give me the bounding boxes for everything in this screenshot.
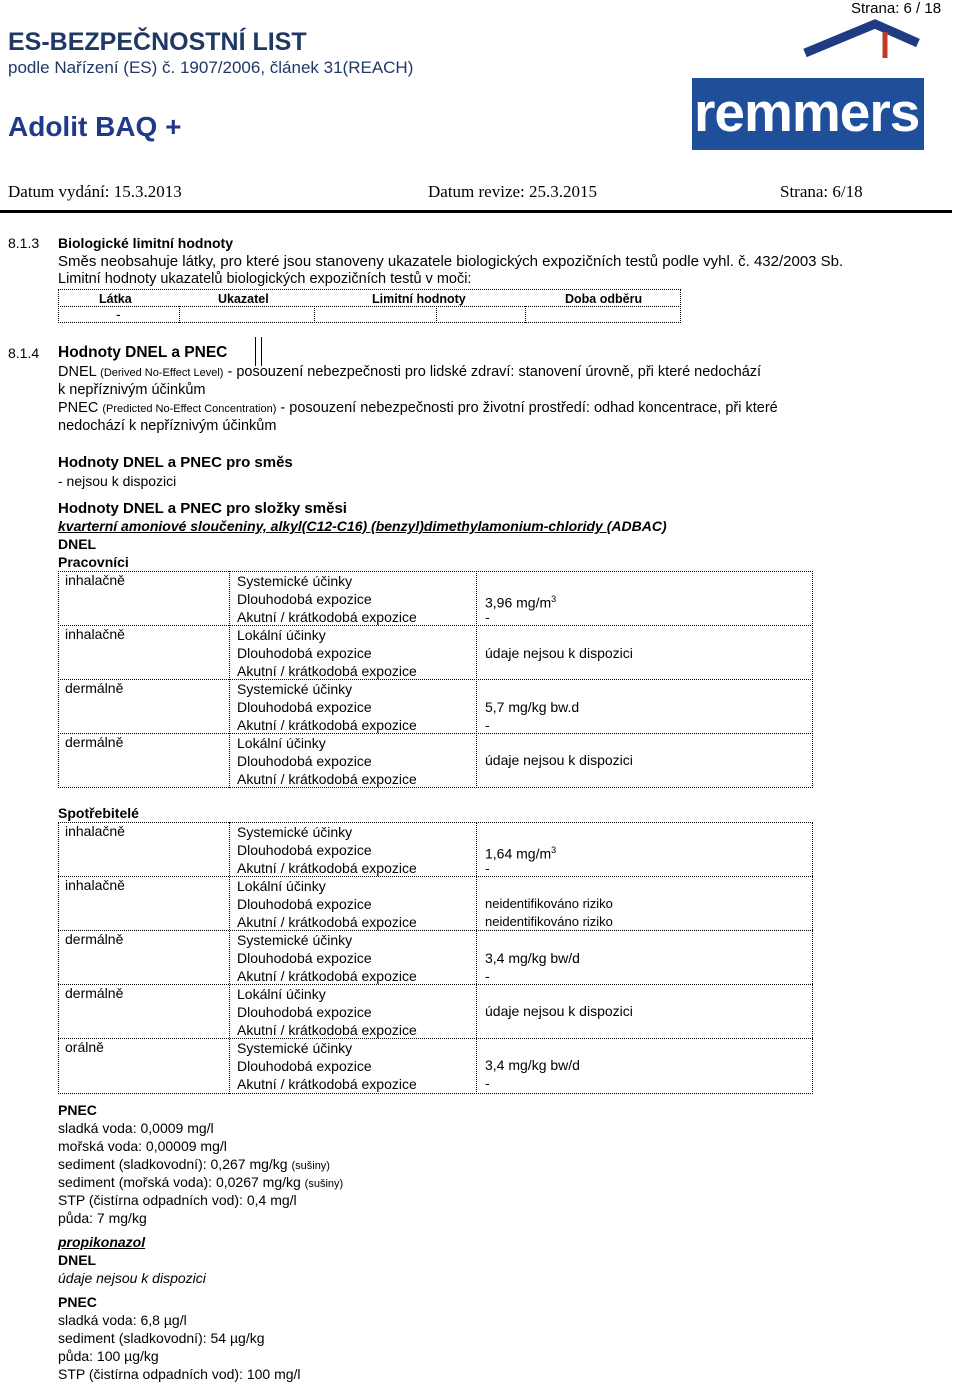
exposure-long: Dlouhodobá expozice (237, 753, 372, 769)
consumers-row-route: dermálně (65, 931, 124, 947)
pnec-paren: (Predicted No-Effect Concentration) (102, 403, 277, 415)
component-2-dnel-text: údaje nejsou k dispozici (58, 1270, 206, 1286)
value-long (485, 751, 633, 769)
pnec-block-2 (58, 1293, 301, 1383)
component-1-abbr: (ADBAC) (606, 518, 667, 534)
section-813-text2: Limitní hodnoty ukazatelů biologických expozičních testů v moči: (58, 271, 472, 287)
component-1-name (58, 518, 667, 534)
value-sup: 3 (551, 594, 557, 604)
pnec-line: sladká voda: 6,8 µg/l (58, 1312, 187, 1328)
workers-row-sep (58, 625, 813, 626)
workers-row-route: inhalačně (65, 626, 125, 642)
pnec-unit-note: (sušiny) (291, 1160, 330, 1172)
pnec-label: PNEC (58, 1294, 97, 1310)
table-divider (58, 306, 681, 307)
pnec-line: mořská voda: 0,00009 mg/l (58, 1138, 227, 1154)
exposure-acute: Akutní / krátkodobá expozice (237, 1022, 417, 1038)
table-cell: - (116, 306, 121, 322)
table-header-latka: Látka (99, 292, 132, 306)
consumers-row-sep (58, 984, 813, 985)
pnec-line: půda: 100 µg/kg (58, 1348, 159, 1364)
mix-text: - nejsou k dispozici (58, 473, 177, 489)
consumers-table (58, 822, 813, 1094)
exposure-long: Dlouhodobá expozice (237, 591, 372, 607)
section-number-813: 8.1.3 (8, 235, 40, 251)
exposure-acute: Akutní / krátkodobá expozice (237, 609, 417, 625)
value-text: 3,96 mg/m (485, 594, 552, 611)
workers-row-route: dermálně (65, 734, 124, 750)
value-long (485, 1056, 580, 1074)
table-header-doba: Doba odběru (565, 292, 643, 306)
effect-type: Lokální účinky (237, 986, 326, 1002)
consumers-row-sep (58, 1038, 813, 1039)
consumers-row-values (485, 841, 556, 877)
effect-type: Systemické účinky (237, 1040, 353, 1056)
exposure-long: Dlouhodobá expozice (237, 645, 372, 661)
consumers-row-values (485, 949, 580, 985)
pnec-line (58, 1155, 343, 1173)
value-acute: - (485, 717, 490, 733)
value-long (485, 644, 633, 662)
pnec-line: sediment (sladkovodní): 54 µg/kg (58, 1330, 265, 1346)
table-col-sep (314, 306, 315, 323)
pnec-block-1 (58, 1101, 343, 1227)
dnel-label: DNEL (58, 536, 97, 552)
pnec-text: - posouzení nebezpečnosti pro životní prostředí: odhad koncentrace, při které (280, 400, 778, 416)
pnec-label: PNEC (58, 1102, 97, 1118)
value-acute: - (485, 1075, 490, 1091)
consumers-label: Spotřebitelé (58, 805, 139, 821)
dnel-paren: (Derived No-Effect Level) (100, 367, 224, 379)
component-2-name: propikonazol (58, 1234, 146, 1250)
section-number-814: 8.1.4 (8, 345, 40, 361)
consumers-row-values (485, 895, 613, 931)
exposure-acute: Akutní / krátkodobá expozice (237, 717, 417, 733)
header-divider (0, 210, 952, 213)
exposure-acute: Akutní / krátkodobá expozice (237, 663, 417, 679)
effect-type: Systemické účinky (237, 932, 353, 948)
workers-row-effects (237, 680, 417, 734)
exposure-long: Dlouhodobá expozice (237, 896, 372, 912)
value-long (485, 698, 579, 716)
value-sup: 3 (551, 845, 557, 855)
consumers-row-route: inhalačně (65, 877, 125, 893)
pnec-line: STP (čistírna odpadních vod): 0,4 mg/l (58, 1192, 297, 1208)
exposure-acute: Akutní / krátkodobá expozice (237, 771, 417, 787)
exposure-long: Dlouhodobá expozice (237, 1004, 372, 1020)
value-text: údaje nejsou k dispozici (485, 645, 633, 661)
section-813-text: Směs neobsahuje látky, pro které jsou stanoveny ukazatele biologických expozičních testů podle vyhl. č. 432/2003 Sb. (58, 253, 844, 270)
mix-heading: Hodnoty DNEL a PNEC pro směs (58, 454, 293, 471)
consumers-row-values (485, 1002, 633, 1020)
workers-row-sep (58, 679, 813, 680)
effect-type: Lokální účinky (237, 735, 326, 751)
consumers-col-sep (476, 822, 477, 1094)
pnec-line (58, 1173, 343, 1191)
consumers-row-route: inhalačně (65, 823, 125, 839)
value-long (485, 590, 557, 611)
consumers-row-effects (237, 1039, 417, 1093)
pnec-value: sediment (sladkovodní): 0,267 mg/kg (58, 1156, 288, 1172)
workers-row-values (485, 644, 633, 662)
table-header-ukazatel: Ukazatel (218, 292, 269, 306)
exposure-acute: Akutní / krátkodobá expozice (237, 968, 417, 984)
pnec-value: sediment (mořská voda): 0,0267 mg/kg (58, 1174, 301, 1190)
table-col-sep (436, 306, 437, 323)
value-long (485, 895, 613, 913)
exposure-long: Dlouhodobá expozice (237, 1058, 372, 1074)
section-title-813: Biologické limitní hodnoty (58, 235, 233, 251)
workers-label: Pracovníci (58, 554, 129, 570)
exposure-long: Dlouhodobá expozice (237, 950, 372, 966)
table-col-sep (179, 306, 180, 323)
workers-row-values (485, 698, 579, 734)
workers-row-sep (58, 733, 813, 734)
consumers-row-effects (237, 985, 417, 1039)
pnec-definition-2: nedochází k nepříznivým účinkům (58, 418, 277, 434)
section-title-814: Hodnoty DNEL a PNEC (58, 344, 228, 361)
value-long (485, 949, 580, 967)
pnec-line: půda: 7 mg/kg (58, 1210, 147, 1226)
value-acute: - (485, 609, 490, 625)
value-acute: - (485, 968, 490, 984)
consumers-row-route: dermálně (65, 985, 124, 1001)
effect-type: Systemické účinky (237, 573, 353, 589)
value-long (485, 841, 557, 862)
revision-date: Datum revize: 25.3.2015 (428, 182, 598, 201)
exposure-acute: Akutní / krátkodobá expozice (237, 914, 417, 930)
component-2-dnel-label: DNEL (58, 1252, 97, 1268)
pnec-unit-note: (sušiny) (304, 1178, 344, 1190)
effect-type: Systemické účinky (237, 824, 353, 840)
workers-row-route: inhalačně (65, 572, 125, 588)
consumers-row-sep (58, 876, 813, 877)
value-text: údaje nejsou k dispozici (485, 752, 633, 768)
consumers-row-values (485, 1056, 580, 1092)
logo-text: remmers (694, 81, 920, 143)
effect-type: Systemické účinky (237, 681, 353, 697)
pnec-abbr: PNEC (58, 400, 99, 416)
consumers-row-route: orálně (65, 1039, 104, 1055)
value-text: 1,64 mg/m (485, 845, 552, 862)
product-name: Adolit BAQ + (8, 111, 182, 142)
value-text: 3,4 mg/kg bw/d (485, 1057, 580, 1073)
table-header-limitni: Limitní hodnoty (372, 292, 466, 306)
page-number: Strana: 6/18 (780, 182, 863, 201)
workers-row-effects (237, 626, 417, 680)
value-acute: neidentifikováno riziko (485, 914, 613, 929)
consumers-col-sep (229, 822, 230, 1094)
pnec-line: STP (čistírna odpadních vod): 100 mg/l (58, 1366, 301, 1382)
workers-row-effects (237, 734, 417, 788)
consumers-row-effects (237, 877, 417, 931)
consumers-row-effects (237, 823, 417, 877)
workers-row-effects (237, 572, 417, 626)
page-number-top: Strana: 6 / 18 (851, 0, 942, 17)
dnel-abbr: DNEL (58, 364, 97, 380)
value-acute: - (485, 860, 490, 876)
pnec-line: sladká voda: 0,0009 mg/l (58, 1120, 214, 1136)
table-col-sep (525, 306, 526, 323)
dnel-text: - posouzení nebezpečnosti pro lidské zdraví: stanovení úrovně, při které nedochází (227, 364, 762, 380)
effect-type: Lokální účinky (237, 627, 326, 643)
regulation-subtitle: podle Nařízení (ES) č. 1907/2006, článek 31(REACH) (8, 58, 414, 77)
value-text: 5,7 mg/kg bw.d (485, 699, 580, 715)
components-heading: Hodnoty DNEL a PNEC pro složky směsi (58, 500, 347, 517)
pnec-definition (58, 400, 778, 416)
workers-row-route: dermálně (65, 680, 124, 696)
dnel-definition (58, 364, 761, 380)
value-text: 3,4 mg/kg bw/d (485, 950, 580, 966)
consumers-row-effects (237, 931, 417, 985)
effect-type: Lokální účinky (237, 878, 326, 894)
exposure-long: Dlouhodobá expozice (237, 699, 372, 715)
exposure-acute: Akutní / krátkodobá expozice (237, 1076, 417, 1092)
issue-date: Datum vydání: 15.3.2013 (8, 182, 182, 201)
value-text: neidentifikováno riziko (485, 896, 613, 911)
consumers-row-sep (58, 930, 813, 931)
workers-row-values (485, 751, 633, 769)
exposure-acute: Akutní / krátkodobá expozice (237, 860, 417, 876)
dnel-definition-2: k nepříznivým účinkům (58, 382, 206, 398)
remmers-logo (690, 18, 930, 152)
workers-row-values (485, 590, 556, 626)
double-rule-icon (255, 337, 262, 366)
exposure-long: Dlouhodobá expozice (237, 842, 372, 858)
value-long (485, 1002, 633, 1020)
component-1-title: kvarterní amoniové sloučeniny, alkyl(C12-C16) (benzyl)dimethylamonium-chloridy (58, 518, 607, 534)
document-title: ES-BEZPEČNOSTNÍ LIST (8, 28, 307, 56)
value-text: údaje nejsou k dispozici (485, 1003, 633, 1019)
